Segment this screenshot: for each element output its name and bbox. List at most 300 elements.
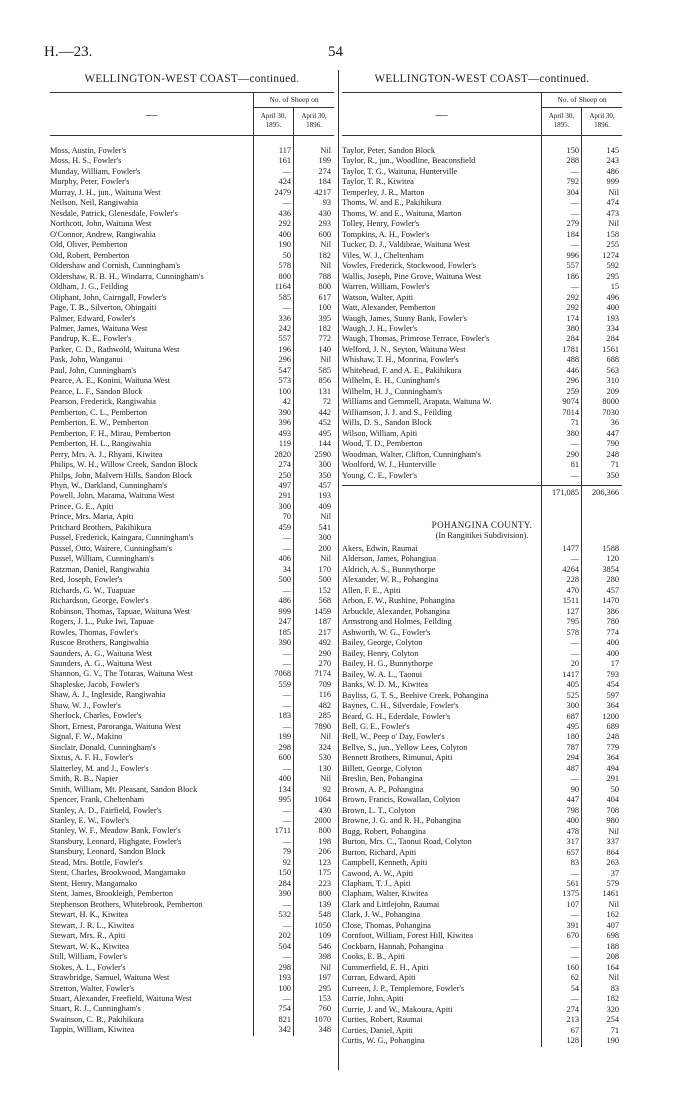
- sheep-1895: 79: [282, 847, 291, 857]
- sheep-1896: 1070: [314, 1014, 331, 1024]
- right-table-body: [342, 136, 622, 1047]
- table-row: [342, 952, 622, 962]
- sheep-1896: 492: [318, 638, 331, 648]
- sheep-1895: —: [570, 554, 579, 564]
- sheep-1896: 800: [318, 889, 331, 899]
- holder-name: Cornfoot, William, Forest Hill, Kiwitea: [342, 931, 474, 941]
- sheep-1895: 380: [566, 428, 579, 438]
- table-row: [50, 188, 334, 198]
- sheep-1896: 83: [610, 983, 619, 993]
- sheep-1896: 295: [606, 271, 619, 281]
- sheep-1895: 300: [278, 501, 291, 511]
- holder-name: Oldershaw and Cornish, Cunningham's: [50, 261, 181, 271]
- sheep-1896: 209: [606, 386, 619, 396]
- sheep-1896: 182: [318, 323, 331, 333]
- table-row: [50, 512, 334, 522]
- table-row: [50, 156, 334, 166]
- sheep-1896: 452: [318, 418, 331, 428]
- sheep-1895: —: [282, 721, 291, 731]
- sheep-1896: 300: [318, 460, 331, 470]
- holder-name: Pritchard Brothers, Pakihikura: [50, 522, 152, 532]
- sheep-1896: 248: [606, 732, 619, 742]
- holder-name: Pearson, Frederick, Rangiwahia: [50, 397, 156, 407]
- sheep-1896: 93: [322, 198, 331, 208]
- holder-name: Alexander, W. R., Pohangina: [342, 575, 439, 585]
- sheep-1895: 107: [566, 899, 579, 909]
- sheep-1895: 1164: [274, 282, 291, 292]
- holder-name: Bayliss, G. T. S., Beehive Creek, Pohangina: [342, 690, 489, 700]
- table-row: [342, 156, 622, 166]
- sheep-1896: 698: [606, 931, 619, 941]
- sheep-1896: 1274: [602, 250, 619, 260]
- sheep-1895: 390: [278, 407, 291, 417]
- sheep-1895: 284: [278, 878, 291, 888]
- sheep-1896: 800: [318, 282, 331, 292]
- sheep-1895: 406: [278, 554, 291, 564]
- sheep-1895: 342: [278, 1025, 291, 1035]
- sheep-1895: —: [570, 952, 579, 962]
- holder-name: Armstrong and Holmes, Feilding: [342, 617, 452, 627]
- table-row: [50, 952, 334, 962]
- holder-name: Bailey, George, Colyton: [342, 638, 423, 648]
- holder-name: Robinson, Thomas, Tapuae, Waituna West: [50, 606, 191, 616]
- sheep-1895: 486: [278, 596, 291, 606]
- table-row: [50, 450, 334, 460]
- sheep-1896: 350: [318, 470, 331, 480]
- sheep-1895: 288: [566, 156, 579, 166]
- name-column-header: —: [50, 93, 254, 135]
- table-row: [50, 1004, 334, 1014]
- table-row: [50, 826, 334, 836]
- holder-name: Breslin, Ben, Pohangina: [342, 774, 423, 784]
- table-row: [50, 596, 334, 606]
- section-title: POHANGINA COUNTY.: [431, 520, 533, 530]
- table-row: [50, 680, 334, 690]
- holder-name: Stanley, W. F., Meadow Bank, Fowler's: [50, 826, 181, 836]
- table-row: [50, 942, 334, 952]
- sheep-1895: 493: [278, 428, 291, 438]
- table-row: [50, 418, 334, 428]
- table-row: [342, 1026, 622, 1036]
- sheep-1896: 320: [606, 1004, 619, 1014]
- table-row: [50, 628, 334, 638]
- sheep-1895: 996: [566, 250, 579, 260]
- sheep-1896: Nil: [320, 732, 331, 742]
- sheep-1896: 184: [318, 177, 331, 187]
- sheep-1895: 446: [566, 365, 579, 375]
- table-row: [342, 230, 622, 240]
- table-row: [50, 879, 334, 889]
- table-row: [50, 785, 334, 795]
- holder-name: Curties, Daniel, Apiti: [342, 1025, 413, 1035]
- table-row: [50, 711, 334, 721]
- table-row: [342, 691, 622, 701]
- table-row: [342, 827, 622, 837]
- table-row: [342, 418, 622, 428]
- sheep-1895: 213: [566, 1015, 579, 1025]
- sheep-1896: 496: [606, 292, 619, 302]
- table-row: [50, 544, 334, 554]
- table-row: [50, 1025, 334, 1035]
- sheep-1895: 405: [566, 680, 579, 690]
- table-row: [342, 680, 622, 690]
- sheep-1896: 131: [318, 386, 331, 396]
- table-row: [342, 628, 622, 638]
- holder-name: Whishaw, T. H., Monrina, Fowler's: [342, 355, 459, 365]
- table-row: [50, 1015, 334, 1025]
- table-row: [342, 712, 622, 722]
- sheep-1896: 407: [606, 920, 619, 930]
- holder-name: Taylor, T. G., Waituna, Hunterville: [342, 166, 458, 176]
- table-row: [342, 795, 622, 805]
- holder-name: Stuart, Alexander, Freefield, Waituna West: [50, 993, 192, 1003]
- table-row: [342, 963, 622, 973]
- sheep-1895: 585: [278, 292, 291, 302]
- sheep-1895: 999: [278, 606, 291, 616]
- table-row: [342, 460, 622, 470]
- table-row: [50, 366, 334, 376]
- table-row: [342, 596, 622, 606]
- table-row: [342, 146, 622, 156]
- sheep-1895: 500: [278, 575, 291, 585]
- left-table: [50, 92, 334, 1036]
- holder-name: Thoms, W. and E., Waituna, Marton: [342, 208, 462, 218]
- right-column: [342, 72, 622, 1047]
- sheep-1895: 193: [278, 973, 291, 983]
- sheep-1895: —: [570, 994, 579, 1004]
- sheep-1896: 144: [318, 439, 331, 449]
- holder-name: Allen, F. E., Apiti: [342, 585, 401, 595]
- sheep-1895: 478: [566, 826, 579, 836]
- holder-name: Pemberton, H. L., Rangiwahia: [50, 439, 152, 449]
- table-row: [342, 764, 622, 774]
- sheep-1896: 774: [606, 627, 619, 637]
- table-row: [50, 638, 334, 648]
- sheep-1896: 223: [318, 878, 331, 888]
- table-row: [50, 533, 334, 543]
- table-row: [342, 408, 622, 418]
- sheep-1896: 100: [318, 303, 331, 313]
- sheep-1895: —: [282, 585, 291, 595]
- sheep-1895: 557: [566, 261, 579, 271]
- table-row: [50, 659, 334, 669]
- table-row: [50, 198, 334, 208]
- table-row: [342, 209, 622, 219]
- sheep-1895: —: [570, 166, 579, 176]
- holder-name: Whitehead, F. and A. E., Pakihikura: [342, 365, 462, 375]
- sheep-1895: —: [570, 240, 579, 250]
- sheep-1895: 81: [570, 460, 579, 470]
- holder-name: Pussel, William, Cunningham's: [50, 554, 154, 564]
- table-row: [342, 670, 622, 680]
- total-label: [342, 486, 542, 500]
- table-row: [342, 942, 622, 952]
- sheep-1896: 158: [606, 229, 619, 239]
- sheep-1895: 995: [278, 795, 291, 805]
- sheep-1896: 285: [318, 711, 331, 721]
- sheep-1896: 800: [318, 826, 331, 836]
- table-row: [50, 303, 334, 313]
- sheep-1895: 279: [566, 219, 579, 229]
- holder-name: Burton, Mrs. C., Taonui Road, Colyton: [342, 837, 472, 847]
- holder-name: Pemberton, E. W., Pemberton: [50, 418, 149, 428]
- table-row: [342, 303, 622, 313]
- holder-name: Ashworth, W. G., Fowler's: [342, 627, 431, 637]
- sheep-1896: Nil: [320, 240, 331, 250]
- holder-name: Philps, John, Malvern Hills, Sandon Block: [50, 470, 192, 480]
- table-row: [50, 732, 334, 742]
- holder-name: Waugh, J. H., Fowler's: [342, 323, 418, 333]
- sheep-1895: 600: [278, 753, 291, 763]
- holder-name: Wood, T. D., Pemberton: [342, 439, 423, 449]
- sheep-1896: 1200: [602, 711, 619, 721]
- table-row: [50, 230, 334, 240]
- holder-name: Pearce, L. F., Sandon Block: [50, 386, 143, 396]
- sheep-1895: 573: [278, 376, 291, 386]
- holder-name: Pemberton, C. L., Pemberton: [50, 407, 148, 417]
- sheep-1896: 197: [318, 973, 331, 983]
- holder-name: Neilson, Neil, Rangiwahia: [50, 198, 139, 208]
- sheep-1896: 592: [606, 261, 619, 271]
- table-row: [342, 921, 622, 931]
- holder-name: Brown, L. T., Colyton: [342, 805, 416, 815]
- sheep-1895: 300: [566, 701, 579, 711]
- table-row: [50, 586, 334, 596]
- holder-name: Smith, William, Mt. Pleasant, Sandon Block: [50, 784, 198, 794]
- sheep-1896: 442: [318, 407, 331, 417]
- sheep-1896: 170: [318, 564, 331, 574]
- sheep-1895: 83: [570, 858, 579, 868]
- sheep-1895: 127: [566, 606, 579, 616]
- sheep-1896: 546: [318, 941, 331, 951]
- sheep-1896: 1561: [602, 344, 619, 354]
- sheep-1895: —: [570, 638, 579, 648]
- table-row: [50, 219, 334, 229]
- sheep-1896: 152: [318, 585, 331, 595]
- sheep-1895: 150: [278, 868, 291, 878]
- sheep-1895: —: [570, 439, 579, 449]
- sheep-1895: 578: [566, 627, 579, 637]
- holder-name: Old, Oliver, Pemberton: [50, 240, 128, 250]
- holder-name: Moss, H. S., Fowler's: [50, 156, 122, 166]
- holder-name: Richardson, George, Fowler's: [50, 596, 149, 606]
- sheep-1896: 109: [318, 931, 331, 941]
- holder-name: Saunders, A. G., Waituna West: [50, 658, 153, 668]
- table-row: [342, 272, 622, 282]
- table-row: [50, 806, 334, 816]
- table-row: [342, 282, 622, 292]
- sheep-1896: 92: [322, 784, 331, 794]
- sheep-1896: 50: [610, 784, 619, 794]
- sheep-1895: —: [282, 690, 291, 700]
- table-row: [342, 869, 622, 879]
- sheep-1895: 2479: [274, 187, 291, 197]
- table-row: [50, 251, 334, 261]
- sheep-1896: 310: [606, 376, 619, 386]
- sheep-1895: —: [282, 836, 291, 846]
- table-row: [50, 314, 334, 324]
- sheep-1896: 37: [610, 868, 619, 878]
- sheep-1895: 160: [566, 962, 579, 972]
- sheep-1896: 395: [318, 313, 331, 323]
- table-row: [50, 481, 334, 491]
- sheep-1896: 530: [318, 753, 331, 763]
- sheep-1896: 779: [606, 742, 619, 752]
- sheep-1895: 390: [278, 889, 291, 899]
- sheep-1895: 34: [282, 564, 291, 574]
- table-row: [50, 764, 334, 774]
- sheep-1896: 563: [606, 365, 619, 375]
- sheep-1895: 436: [278, 208, 291, 218]
- table-row: [50, 272, 334, 282]
- sheep-1896: 1470: [602, 596, 619, 606]
- holder-name: Oldershaw, R. B. H., Windarra, Cunningham's: [50, 271, 204, 281]
- sheep-1895: —: [570, 208, 579, 218]
- sheep-1896: 175: [318, 868, 331, 878]
- holder-name: Viles, W. J., Cheltenham: [342, 250, 424, 260]
- sheep-1896: 400: [606, 303, 619, 313]
- holder-name: Oliphant, John, Cairngall, Fowler's: [50, 292, 167, 302]
- sheep-1895: 1417: [562, 669, 579, 679]
- table-row: [342, 376, 622, 386]
- sheep-1896: 793: [606, 669, 619, 679]
- table-row: [342, 387, 622, 397]
- sheep-1895: 202: [278, 931, 291, 941]
- holder-name: Stent, Henry, Mangamako: [50, 878, 138, 888]
- sheep-1896: 548: [318, 910, 331, 920]
- sheep-1896: 386: [606, 606, 619, 616]
- sheep-group-label: No. of Sheep on: [542, 93, 622, 108]
- sheep-1896: 17: [610, 659, 619, 669]
- sheep-1895: 259: [566, 386, 579, 396]
- holder-name: Clark and Littlejohn, Raumai: [342, 899, 440, 909]
- holder-name: Strawbridge, Samuel, Waituna West: [50, 973, 170, 983]
- sheep-1896: 541: [318, 522, 331, 532]
- holder-name: Tolley, Henry, Fowler's: [342, 219, 420, 229]
- sheep-1896: Nil: [608, 899, 619, 909]
- sheep-1896: 4217: [314, 187, 331, 197]
- holder-name: Palmer, James, Waituna West: [50, 323, 148, 333]
- sheep-1896: 274: [318, 166, 331, 176]
- holder-name: Pearce, A. E., Konini, Waituna West: [50, 376, 171, 386]
- col-1896-header: April 30, 1896.: [589, 112, 615, 129]
- holder-name: Murray, J. H., jun., Waituna West: [50, 187, 161, 197]
- holder-name: Clark, J. W., Pohangina: [342, 910, 421, 920]
- sheep-1895: 391: [566, 920, 579, 930]
- sheep-1895: —: [282, 993, 291, 1003]
- table-row: [50, 491, 334, 501]
- table-row: [342, 314, 622, 324]
- table-row: [50, 690, 334, 700]
- table-row: [50, 994, 334, 1004]
- right-rows: [342, 146, 622, 481]
- sheep-1895: 424: [278, 177, 291, 187]
- sheep-1896: 290: [318, 648, 331, 658]
- table-row: [342, 1015, 622, 1025]
- holder-name: Phyn, W., Darkland, Cunningham's: [50, 481, 167, 490]
- sheep-1895: 792: [566, 177, 579, 187]
- table-row: [50, 774, 334, 784]
- sheep-group-label: No. of Sheep on: [254, 93, 334, 108]
- sheep-1896: 780: [606, 617, 619, 627]
- sheep-1895: 380: [566, 323, 579, 333]
- sheep-1895: 7068: [274, 669, 291, 679]
- sheep-1895: 7014: [562, 407, 579, 417]
- sheep-1895: 298: [278, 742, 291, 752]
- sheep-1895: 62: [570, 973, 579, 983]
- table-row: [342, 240, 622, 250]
- sheep-1895: 185: [278, 627, 291, 637]
- sheep-1896: 1588: [602, 544, 619, 553]
- sheep-1896: 71: [610, 460, 619, 470]
- sheep-1895: 296: [278, 355, 291, 365]
- sheep-1895: 100: [278, 386, 291, 396]
- sheep-1895: 447: [566, 795, 579, 805]
- sheep-1895: 390: [278, 638, 291, 648]
- sheep-1896: 404: [606, 795, 619, 805]
- sheep-1896: 71: [610, 1025, 619, 1035]
- table-row: [342, 816, 622, 826]
- sheep-1895: 787: [566, 742, 579, 752]
- table-row: [342, 785, 622, 795]
- sheep-1895: —: [282, 303, 291, 313]
- holder-name: Still, William, Fowler's: [50, 952, 128, 962]
- sheep-1895: 274: [278, 460, 291, 470]
- sheep-1896: Nil: [320, 355, 331, 365]
- sheep-1895: 228: [566, 575, 579, 585]
- table-row: [50, 868, 334, 878]
- holder-name: Pandrup, K. E., Fowler's: [50, 334, 132, 344]
- holder-name: Sixtus, A. F. H., Fowler's: [50, 753, 134, 763]
- holder-name: Ruscoe Brothers, Rangiwahia: [50, 638, 149, 648]
- holder-name: Billett, George, Colyton: [342, 763, 423, 773]
- holder-name: Wills, D. S., Sandon Block: [342, 418, 432, 428]
- sheep-1895: 292: [566, 303, 579, 313]
- holder-name: Vowles, Frederick, Stockwood, Fowler's: [342, 261, 477, 271]
- sheep-1896: 217: [318, 627, 331, 637]
- sheep-1895: —: [570, 198, 579, 208]
- holder-name: Tucker, D. J., Valdibrae, Waituna West: [342, 240, 470, 250]
- sheep-1895: 92: [282, 857, 291, 867]
- table-row: [342, 774, 622, 784]
- sheep-1896: 15: [610, 282, 619, 292]
- sheep-1895: 559: [278, 679, 291, 689]
- left-rows: [50, 146, 334, 1036]
- sheep-1896: 600: [318, 229, 331, 239]
- sheep-1895: 291: [278, 491, 291, 501]
- holder-name: Parker, C. D., Rathwold, Waituna West: [50, 344, 180, 354]
- holder-name: Waugh, Thomas, Primrose Terrace, Fowler's: [342, 334, 490, 344]
- sheep-1896: 500: [318, 575, 331, 585]
- table-row: [50, 355, 334, 365]
- sheep-1896: 188: [606, 941, 619, 951]
- holder-name: Clapham, Walter, Kiwitea: [342, 889, 428, 899]
- sheep-1895: 488: [566, 355, 579, 365]
- table-row: [342, 471, 622, 481]
- holder-name: Bell, W., Peep o' Day, Fowler's: [342, 732, 445, 742]
- section-subtitle: (In Rangitikei Subdivision).: [435, 530, 529, 540]
- table-row: [342, 177, 622, 187]
- sheep-1895: 67: [570, 1025, 579, 1035]
- sheep-1895: 2820: [274, 449, 291, 459]
- sheep-1895: 470: [566, 585, 579, 595]
- sheep-1896: 430: [318, 208, 331, 218]
- sheep-1896: 494: [606, 763, 619, 773]
- sheep-1896: 568: [318, 596, 331, 606]
- sheep-1896: 123: [318, 857, 331, 867]
- table-row: [342, 973, 622, 983]
- sheep-1895: 1477: [562, 544, 579, 553]
